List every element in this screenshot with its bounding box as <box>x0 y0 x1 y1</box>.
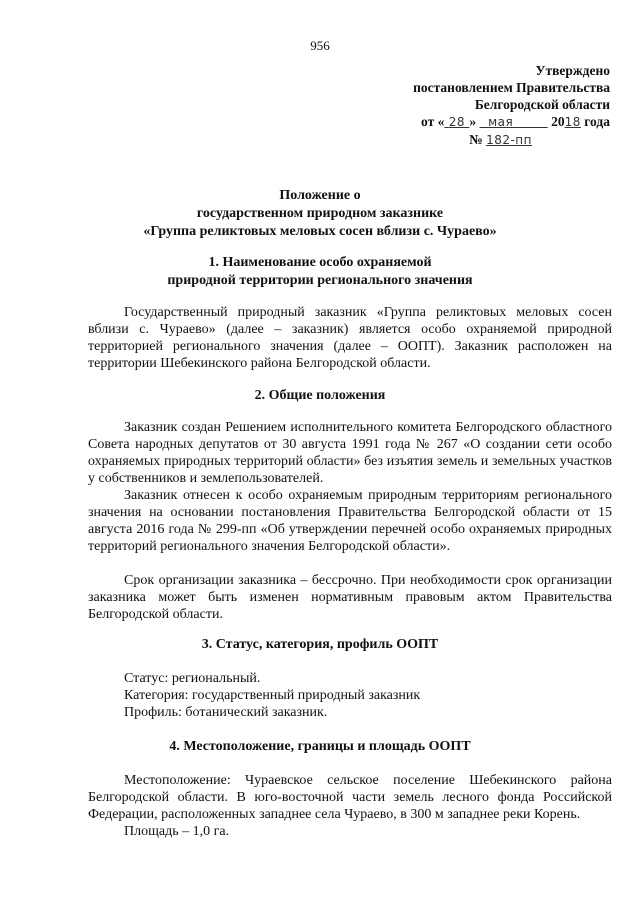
number-value: 182-пп <box>486 133 532 147</box>
date-month: мая <box>488 115 514 129</box>
profile-line: Профиль: ботанический заказник. <box>124 705 328 720</box>
section4-paragraph: Местоположение: Чураевское сельское поселение Шебекинского района Белгородской области. В юго-восточной части земель лесного фонда Российской Федерации, расположенных западнее села Чураево, в 300 м западнее реки Корень. <box>88 773 612 822</box>
title-line1: Положение о <box>279 188 361 203</box>
section3-list <box>124 670 612 721</box>
approval-line3: Белгородской области <box>474 97 610 112</box>
area-line: Площадь – 1,0 га. <box>124 824 230 839</box>
section1-paragraph: Государственный природный заказник «Группа реликтовых меловых сосен вблизи с. Чураево» (далее – заказник) является особо охраняемой природной территорией регионального значения (далее – ООПТ). Заказник расположен на территории Шебекинского района Белгородской области. <box>88 305 612 371</box>
title-line3: «Группа реликтовых меловых сосен вблизи с. Чураево» <box>143 224 497 239</box>
section1-heading: 1. Наименование особо охраняемой природной территории регионального значения <box>167 255 473 288</box>
date-year-suffix: 18 <box>564 115 581 129</box>
date-mid: » <box>469 114 477 129</box>
date-day: 28 <box>448 115 465 129</box>
date-year-word: года <box>584 114 610 129</box>
status-line: Статус: региональный. <box>124 671 261 686</box>
number-prefix: № <box>469 132 483 147</box>
approval-stamp <box>360 62 610 149</box>
title-line2: государственном природном заказнике <box>196 206 444 221</box>
date-year-prefix: 20 <box>551 114 565 129</box>
approval-number <box>360 131 610 149</box>
section2-paragraph3: Срок организации заказника – бессрочно. При необходимости срок организации заказника может быть изменен нормативным правовым актом Правительства Белгородской области. <box>88 573 612 622</box>
document-title <box>0 187 640 241</box>
date-prefix: от « <box>421 114 445 129</box>
page-number: 956 <box>310 38 330 53</box>
approval-line2: постановлением Правительства <box>413 80 610 95</box>
section2-paragraph1: Заказник создан Решением исполнительного комитета Белгородского областного Совета народных депутатов от 30 августа 1991 года № 267 «О создании сети особо охраняемых природных территорий области» без изъятия земель и земельных участков у собственников и землепользователей. <box>88 420 612 486</box>
section2-paragraph2: Заказник отнесен к особо охраняемым природным территориям регионального значения на основании постановления Правительства Белгородской области от 15 августа 2016 года № 299-пп «Об утверждении перечней особо охраняемых природных территорий регионального значения Белгородской области». <box>88 488 612 554</box>
section2-heading: 2. Общие положения <box>254 388 386 403</box>
category-line: Категория: государственный природный заказник <box>124 688 421 703</box>
approval-date <box>360 113 610 131</box>
section3-heading: 3. Статус, категория, профиль ООПТ <box>201 637 439 652</box>
approval-line1: Утверждено <box>535 63 610 78</box>
section4-heading: 4. Местоположение, границы и площадь ООПТ <box>169 739 471 754</box>
